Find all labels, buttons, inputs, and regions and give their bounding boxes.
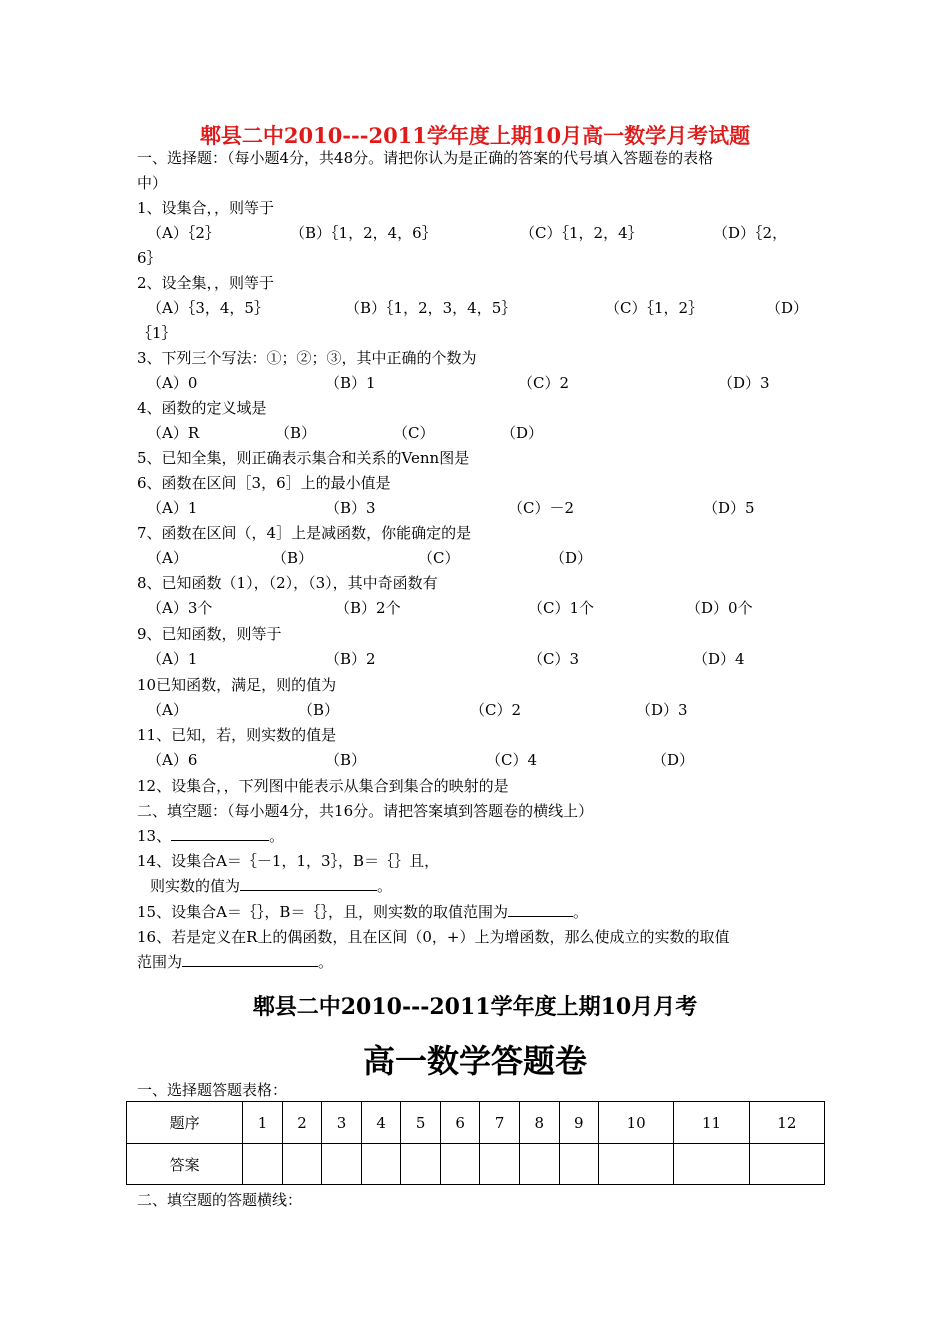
q8-option-c: （C）1个 — [528, 599, 595, 617]
section1-heading: 一、选择题：（每小题4分，共48分。请把你认为是正确的答案的代号填入答题卷的表格 — [137, 149, 714, 167]
question-3: 3、下列三个写法：①；②；③，其中正确的个数为 — [137, 349, 477, 367]
q6-option-c: （C）－2 — [508, 499, 575, 517]
q15-end: 。 — [572, 903, 588, 921]
answer-cell[interactable] — [243, 1144, 283, 1185]
q2-option-c: （C）｛1，2｝ — [605, 299, 704, 317]
table-header-cell: 题序 — [127, 1102, 243, 1144]
q9-option-d: （D）4 — [693, 650, 745, 668]
question-number-cell: 7 — [480, 1102, 520, 1144]
section2-heading: 二、填空题：（每小题4分，共16分。请把答案填到答题卷的横线上） — [137, 802, 594, 820]
q1-option-d: （D）｛2， — [713, 224, 788, 242]
q6-option-d: （D）5 — [703, 499, 755, 517]
q8-option-b: （B）2个 — [335, 599, 401, 617]
question-6: 6、函数在区间［3，6］上的最小值是 — [137, 474, 391, 492]
q7-option-b: （B） — [272, 549, 314, 567]
question-15 — [137, 902, 588, 922]
question-number-cell: 3 — [322, 1102, 362, 1144]
q1-option-d-cont: 6｝ — [137, 249, 162, 267]
table-row — [127, 1102, 825, 1144]
answer-sheet-subtitle: 高一数学答题卷 — [362, 1042, 587, 1080]
q16-label: 范围为 — [137, 953, 183, 971]
question-14-cont — [150, 876, 392, 896]
q6-option-b: （B）3 — [325, 499, 376, 517]
question-1: 1、设集合，，则等于 — [137, 199, 275, 217]
fill-blank-caption: 二、填空题的答题横线： — [137, 1191, 303, 1209]
q2-option-d: （D） — [766, 299, 809, 317]
q8-option-d: （D）0个 — [686, 599, 753, 617]
q1-option-c: （C）｛1，2，4｝ — [520, 224, 643, 242]
q3-option-d: （D）3 — [718, 374, 770, 392]
question-11: 11、已知，若，则实数的值是 — [137, 726, 337, 744]
question-5: 5、已知全集，则正确表示集合和关系的Venn图是 — [137, 449, 470, 467]
q4-option-b: （B） — [275, 424, 317, 442]
question-7: 7、函数在区间（，4］上是减函数，你能确定的是 — [137, 524, 472, 542]
q3-option-c: （C）2 — [518, 374, 570, 392]
question-number-cell: 11 — [674, 1102, 749, 1144]
q7-option-d: （D） — [550, 549, 593, 567]
question-number-cell: 9 — [559, 1102, 599, 1144]
answer-cell[interactable] — [519, 1144, 559, 1185]
answer-cell[interactable] — [674, 1144, 749, 1185]
q14-label: 则实数的值为 — [150, 877, 241, 895]
answer-cell[interactable] — [282, 1144, 322, 1185]
q13-label: 13、 — [137, 827, 172, 845]
question-number-cell: 6 — [440, 1102, 480, 1144]
q4-option-c: （C） — [393, 424, 435, 442]
answer-cell[interactable] — [480, 1144, 520, 1185]
q13-end: 。 — [269, 827, 285, 845]
answer-sheet-title: 郫县二中2010---2011学年度上期10月月考 — [252, 994, 698, 1020]
q2-option-b: （B）｛1，2，3，4，5｝ — [345, 299, 517, 317]
q2-option-a: （A）｛3，4，5｝ — [147, 299, 269, 317]
answer-cell[interactable] — [559, 1144, 599, 1185]
question-number-cell: 1 — [243, 1102, 283, 1144]
q3-option-b: （B）1 — [325, 374, 376, 392]
q14-end: 。 — [377, 877, 393, 895]
question-13 — [137, 826, 284, 846]
question-2: 2、设全集，，则等于 — [137, 274, 275, 292]
q2-option-d-cont: ｛1｝ — [137, 324, 177, 342]
q10-option-b: （B） — [298, 701, 340, 719]
question-4: 4、函数的定义域是 — [137, 399, 267, 417]
q4-option-d: （D） — [501, 424, 544, 442]
question-number-cell: 8 — [519, 1102, 559, 1144]
question-number-cell: 12 — [749, 1102, 824, 1144]
q1-option-a: （A）｛2｝ — [147, 224, 220, 242]
q9-option-c: （C）3 — [528, 650, 580, 668]
table-header-cell: 答案 — [127, 1144, 243, 1185]
question-number-cell: 4 — [361, 1102, 401, 1144]
q10-option-a: （A） — [147, 701, 188, 719]
question-number-cell: 10 — [599, 1102, 674, 1144]
q8-option-a: （A）3个 — [147, 599, 213, 617]
q13-answer-blank[interactable] — [171, 826, 269, 841]
question-12: 12、设集合，，下列图中能表示从集合到集合的映射的是 — [137, 777, 509, 795]
answer-cell[interactable] — [440, 1144, 480, 1185]
question-14: 14、设集合A＝｛－1，1，3｝，B＝｛｝且， — [137, 852, 440, 870]
question-16-cont — [137, 952, 333, 972]
q11-option-d: （D） — [652, 751, 695, 769]
question-8: 8、已知函数（1），（2），（3），其中奇函数有 — [137, 574, 438, 592]
q11-option-a: （A）6 — [147, 751, 198, 769]
q15-label: 15、设集合A＝｛｝，B＝｛｝，且，则实数的取值范围为 — [137, 903, 508, 921]
q10-option-d: （D）3 — [636, 701, 688, 719]
q16-end: 。 — [318, 953, 334, 971]
question-10: 10已知函数，满足，则的值为 — [137, 676, 337, 694]
question-number-cell: 2 — [282, 1102, 322, 1144]
question-9: 9、已知函数，则等于 — [137, 625, 282, 643]
q11-option-c: （C）4 — [486, 751, 538, 769]
q10-option-c: （C）2 — [470, 701, 522, 719]
answer-cell[interactable] — [361, 1144, 401, 1185]
answer-table — [126, 1101, 825, 1185]
question-number-cell: 5 — [401, 1102, 441, 1144]
q3-option-a: （A）0 — [147, 374, 198, 392]
exam-title: 郫县二中2010---2011学年度上期10月高一数学月考试题 — [199, 123, 751, 148]
q7-option-c: （C） — [418, 549, 460, 567]
q14-answer-blank[interactable] — [240, 876, 377, 891]
q15-answer-blank[interactable] — [508, 902, 573, 917]
q9-option-b: （B）2 — [325, 650, 376, 668]
q6-option-a: （A）1 — [147, 499, 198, 517]
question-16: 16、若是定义在R上的偶函数，且在区间（0，+）上为增函数，那么使成立的实数的取值 — [137, 928, 730, 946]
q9-option-a: （A）1 — [147, 650, 198, 668]
answer-cell[interactable] — [749, 1144, 824, 1185]
answer-cell[interactable] — [599, 1144, 674, 1185]
q7-option-a: （A） — [147, 549, 188, 567]
q4-option-a: （A）R — [147, 424, 200, 442]
q16-answer-blank[interactable] — [182, 952, 318, 967]
section1-heading-cont: 中） — [137, 174, 168, 192]
table-row — [127, 1144, 825, 1185]
answer-cell[interactable] — [401, 1144, 441, 1185]
answer-cell[interactable] — [322, 1144, 362, 1185]
q11-option-b: （B） — [325, 751, 367, 769]
q1-option-b: （B）｛1，2，4，6｝ — [290, 224, 437, 242]
table-caption: 一、选择题答题表格： — [137, 1081, 288, 1099]
